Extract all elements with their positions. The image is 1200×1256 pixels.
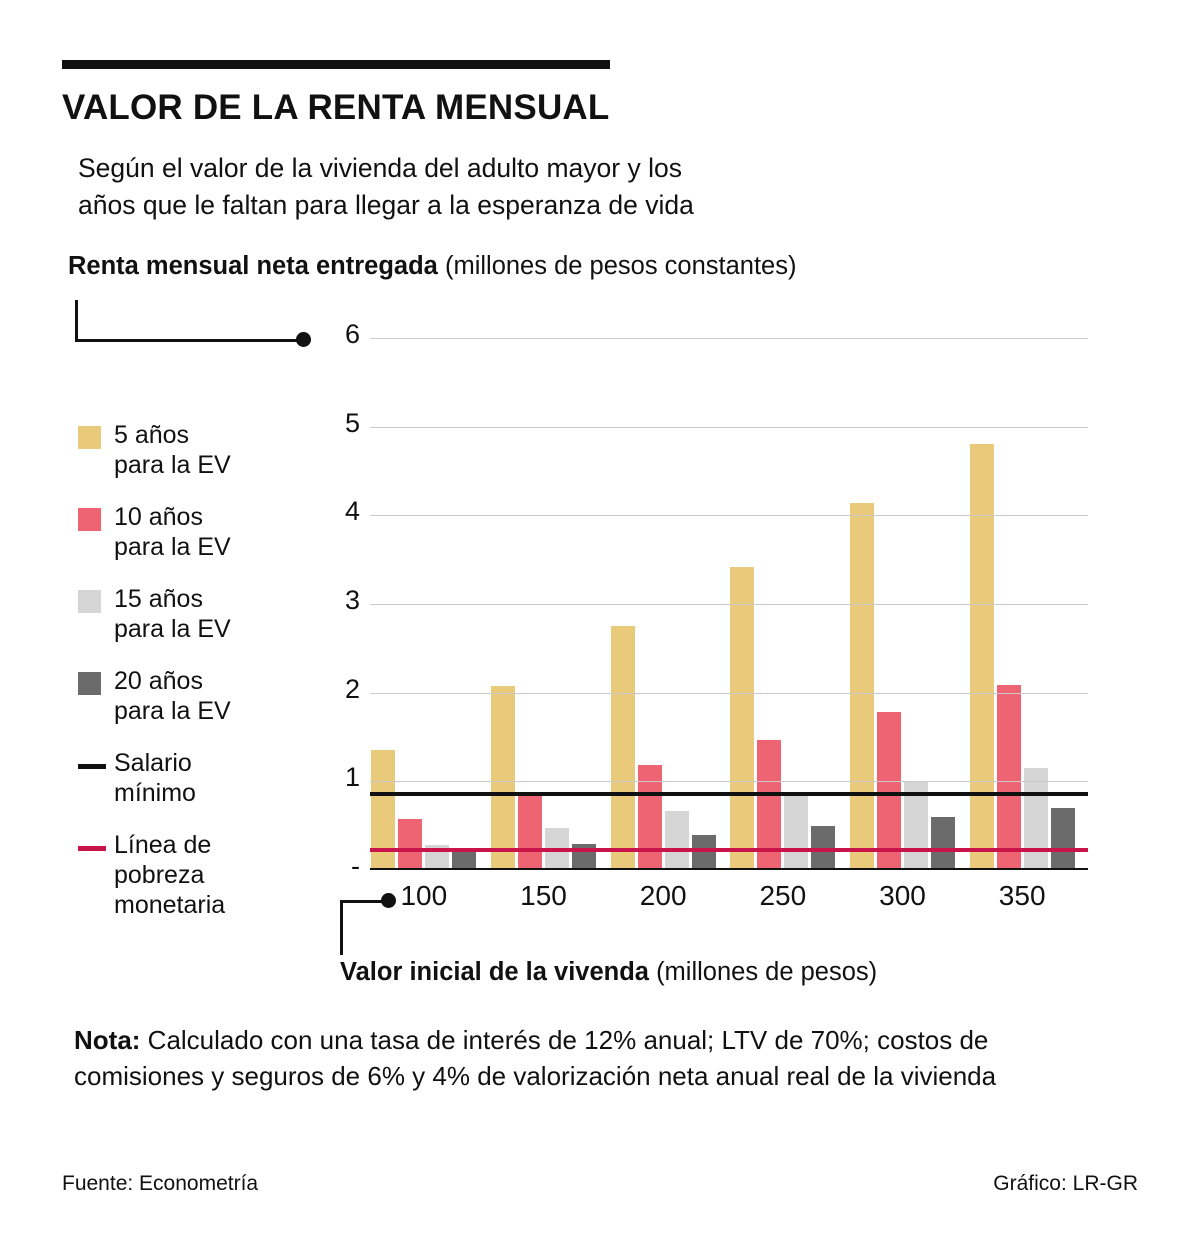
- page-subtitle: [78, 150, 878, 224]
- legend-label-line: mínimo: [114, 779, 196, 807]
- legend-label-line: para la EV: [114, 533, 231, 561]
- x-axis-tick-label: 300: [879, 880, 926, 911]
- y-axis-caption-units: (millones de pesos constantes): [437, 252, 797, 280]
- legend-label-line: 10 años: [114, 503, 203, 531]
- y-axis-tick-label: 2: [344, 673, 360, 704]
- legend-label-line: 15 años: [114, 585, 203, 613]
- chart-gridline: [370, 427, 1088, 428]
- x-axis-tick-label: 350: [998, 880, 1046, 911]
- chart-note-label: Nota:: [74, 1025, 141, 1055]
- title-rule: [62, 60, 610, 69]
- legend-swatch-icon: [78, 508, 101, 531]
- chart-note: [74, 1022, 1084, 1094]
- bar: [730, 567, 754, 870]
- legend-label-line: pobreza: [114, 861, 205, 889]
- y-axis-tick-label: 5: [344, 407, 360, 438]
- y-axis-tick-label: -: [351, 851, 360, 881]
- subtitle-line-1: Según el valor de la vivienda del adulto mayor y los: [78, 153, 682, 183]
- legend-item-label: [114, 830, 225, 920]
- y-axis-caption-bold: Renta mensual neta entregada: [68, 252, 438, 280]
- legend-label-line: para la EV: [114, 451, 231, 479]
- bar: [931, 817, 955, 870]
- bar: [665, 811, 689, 870]
- chart-gridline: [370, 604, 1088, 605]
- y-axis-caption: [68, 252, 796, 281]
- y-axis-tick-label: 1: [344, 762, 360, 793]
- chart-plot-area: [344, 319, 1088, 881]
- chart-gridline: [370, 693, 1088, 694]
- bar: [850, 503, 874, 870]
- x-axis-tick-label: 250: [759, 880, 807, 911]
- bar: [491, 686, 515, 870]
- legend-swatch-icon: [78, 590, 101, 613]
- x-axis-line: [370, 868, 1088, 870]
- chart-gridline: [370, 515, 1088, 516]
- legend-item-label: [114, 420, 231, 480]
- legend-swatch-icon: [78, 426, 101, 449]
- legend-line-icon: [78, 846, 106, 851]
- chart-source: Fuente: Econometría: [62, 1172, 259, 1195]
- legend-item: [78, 666, 318, 726]
- legend-item-label: [114, 666, 231, 726]
- subtitle-line-2: años que le faltan para llegar a la esperanza de vida: [78, 190, 694, 220]
- x-axis-caption-units: (millones de pesos): [648, 958, 878, 986]
- bar: [997, 685, 1021, 870]
- bar: [518, 792, 542, 870]
- legend-label-line: Línea de: [114, 831, 212, 859]
- chart-note-text: Calculado con una tasa de interés de 12% anual; LTV de 70%; costos de comisiones y seguros de 6% y 4% de valorización neta anual real de la vivienda: [74, 1025, 997, 1091]
- y-axis-leader-line: [75, 300, 303, 342]
- legend-line-icon: [78, 764, 106, 769]
- reference-line: [370, 792, 1088, 796]
- page-title: VALOR DE LA RENTA MENSUAL: [62, 88, 610, 127]
- legend-swatch-icon: [78, 672, 101, 695]
- legend-label-line: monetaria: [114, 891, 226, 919]
- x-axis-caption-bold: Valor inicial de la vivenda: [340, 958, 649, 986]
- legend-item: [78, 584, 318, 644]
- chart-credit: Gráfico: LR-GR: [993, 1172, 1138, 1195]
- legend-item: [78, 748, 318, 808]
- legend-item: [78, 502, 318, 562]
- bar: [784, 796, 808, 870]
- legend-label-line: para la EV: [114, 615, 231, 643]
- reference-line: [370, 848, 1088, 852]
- bar: [398, 819, 422, 870]
- bar: [611, 626, 635, 870]
- y-axis-tick-label: 6: [344, 319, 360, 349]
- legend-item-label: [114, 502, 231, 562]
- legend-label-line: para la EV: [114, 697, 231, 725]
- chart-gridline: [370, 338, 1088, 339]
- x-axis-leader-dot: [381, 893, 396, 908]
- x-axis-tick-labels: [370, 880, 1088, 920]
- x-axis-leader-line: [340, 900, 388, 955]
- y-axis-leader-dot: [296, 332, 311, 347]
- legend-label-line: Salario: [114, 749, 192, 777]
- bar: [970, 444, 994, 870]
- legend-item: [78, 420, 318, 480]
- y-axis-tick-label: 4: [344, 496, 360, 527]
- x-axis-caption: [340, 958, 877, 987]
- legend-item-label: [114, 584, 231, 644]
- bar: [692, 835, 716, 870]
- legend-item-label: [114, 748, 196, 808]
- x-axis-tick-label: 200: [639, 880, 687, 911]
- x-axis-tick-label: 150: [520, 880, 567, 911]
- legend-item: [78, 830, 318, 920]
- bar: [1024, 768, 1048, 870]
- x-axis-tick-label: 100: [400, 880, 448, 911]
- y-axis-tick-label: 3: [344, 585, 360, 615]
- bar: [1051, 808, 1075, 870]
- legend-label-line: 5 años: [114, 421, 190, 449]
- bar: [371, 750, 395, 870]
- chart-gridline: [370, 781, 1088, 782]
- legend-label-line: 20 años: [114, 667, 203, 695]
- chart-legend: [78, 420, 318, 942]
